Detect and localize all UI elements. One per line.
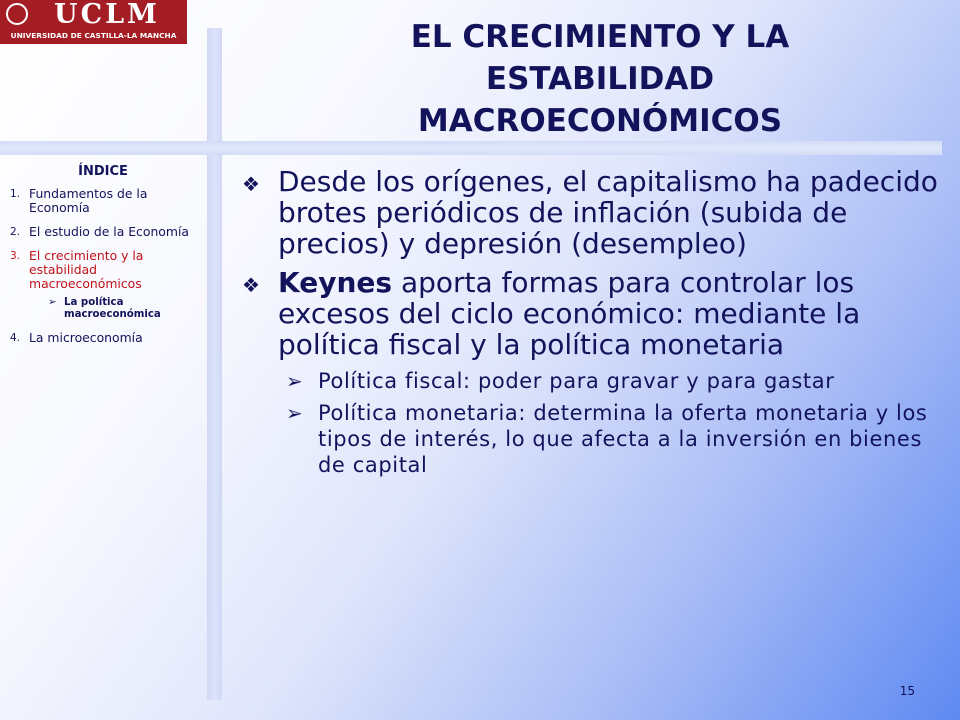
index-item-number: 2. (10, 226, 21, 238)
subbullet-politica-monetaria (240, 400, 940, 478)
subbullet-politica-fiscal (240, 368, 940, 394)
logo-brand-text: UCLM (54, 0, 160, 30)
logo-seal-icon (6, 3, 28, 25)
index-item-label: Fundamentos de la Economía (29, 186, 148, 215)
arrow-bullet-icon: ➢ (286, 401, 304, 425)
index-item-number: 1. (10, 188, 21, 200)
index-list (8, 187, 198, 345)
bullet-keyword: Keynes (278, 266, 393, 299)
index-item-fundamentos[interactable] (8, 187, 198, 215)
decorative-vertical-bar (207, 28, 222, 700)
slide-title: EL CRECIMIENTO Y LA ESTABILIDAD MACROECONÓMICOS (410, 19, 790, 139)
diamond-bullet-icon: ❖ (242, 172, 260, 196)
bullet-text: Desde los orígenes, el capitalismo ha padecido brotes periódicos de inflación (subida de precios) y depresión (desempleo) (278, 165, 938, 260)
index-item-microeconomia[interactable] (8, 331, 198, 345)
arrow-bullet-icon: ➢ (286, 369, 304, 393)
index-heading: ÍNDICE (78, 164, 128, 179)
bullet-capitalismo (240, 166, 940, 259)
index-subitem-politica[interactable] (8, 297, 198, 321)
subbullet-text: Política monetaria: determina la oferta monetaria y los tipos de interés, lo que afecta a la inversión en bienes de capital (318, 401, 928, 477)
index-item-estudio[interactable] (8, 225, 198, 239)
index-item-number: 3. (10, 250, 21, 262)
diamond-bullet-icon: ❖ (242, 273, 260, 297)
subbullet-text: Política fiscal: poder para gravar y para gastar (318, 369, 835, 393)
index-item-label: El estudio de la Economía (29, 224, 189, 239)
bullet-text: aporta formas para controlar los excesos del ciclo económico: mediante la política fiscal y la política monetaria (278, 266, 861, 361)
index-item-number: 4. (10, 332, 21, 344)
page-number: 15 (899, 684, 915, 698)
index-item-label: El crecimiento y la estabilidad macroeconómicos (29, 248, 144, 291)
bullet-keynes (240, 267, 940, 360)
uclm-logo (0, 0, 187, 44)
index-sidebar (8, 164, 198, 355)
index-item-crecimiento[interactable] (8, 249, 198, 291)
slide-content (240, 166, 940, 484)
arrow-bullet-icon: ➢ (48, 297, 57, 308)
index-item-label: La microeconomía (29, 330, 143, 345)
decorative-horizontal-bar (0, 141, 942, 155)
logo-university-name: UNIVERSIDAD DE CASTILLA-LA MANCHA (10, 31, 177, 40)
index-subitem-label: La política macroeconómica (64, 297, 161, 320)
